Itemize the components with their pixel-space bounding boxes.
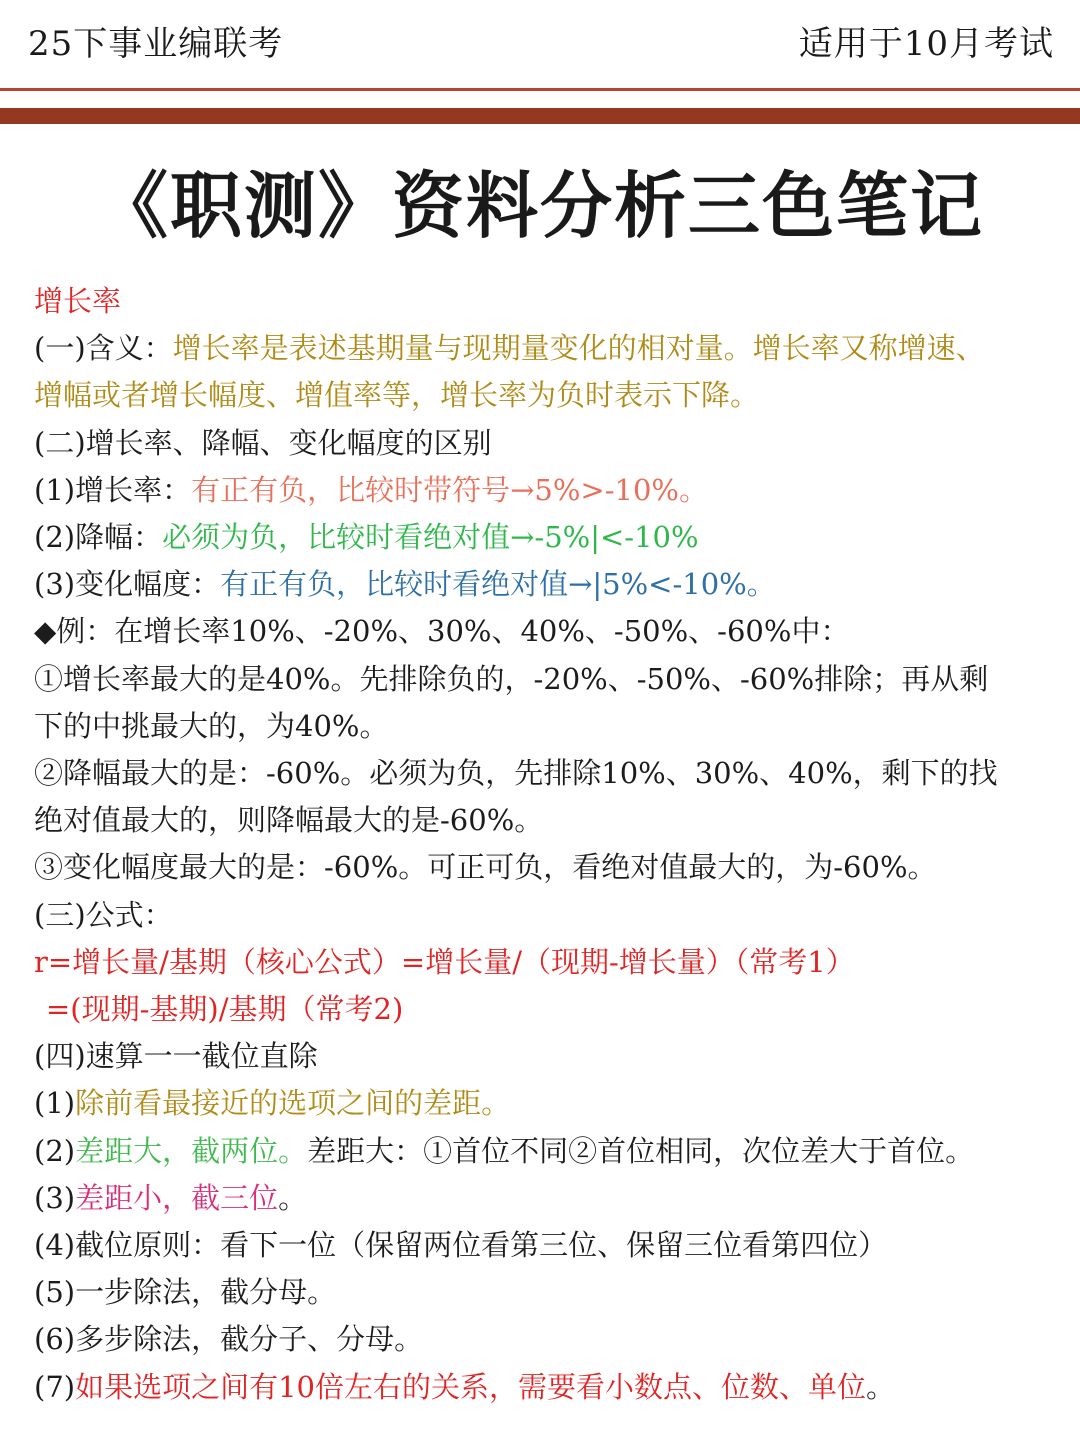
note-line xyxy=(34,325,1054,372)
item-text: 。 xyxy=(866,1369,896,1404)
note-line xyxy=(34,561,1054,608)
subsection-heading-formula: (三)公式： xyxy=(34,897,173,932)
note-line: (5)一步除法，截分母。 xyxy=(34,1275,337,1310)
item-label: (7) xyxy=(34,1369,76,1404)
note-line: (4)截位原则：看下一位（保留两位看第三位、保留三位看第四位） xyxy=(34,1228,888,1263)
example-line: 绝对值最大的，则降幅最大的是-60%。 xyxy=(34,803,544,838)
notes-body xyxy=(34,278,1054,1411)
item-text: 有正有负，比较时带符号→5%>-10%。 xyxy=(191,472,708,507)
note-line xyxy=(34,514,1054,561)
item-label: (1)增长率： xyxy=(34,472,192,507)
item-text: 差距大，截两位。 xyxy=(75,1133,308,1168)
definition-label: (一)含义： xyxy=(34,331,173,366)
note-line xyxy=(34,1175,1054,1222)
example-line: ◆例：在增长率10%、-20%、30%、40%、-50%、-60%中： xyxy=(34,614,850,649)
header-right-label: 适用于10月考试 xyxy=(798,24,1054,64)
subsection-heading-quick-calc: (四)速算一一截位直除 xyxy=(34,1039,318,1074)
definition-text: 增长率是表述基期量与现期量变化的相对量。增长率又称增速、 xyxy=(172,331,985,366)
note-line: (6)多步除法，截分子、分母。 xyxy=(34,1322,424,1357)
example-line: ③变化幅度最大的是：-60%。可正可负，看绝对值最大的，为-60%。 xyxy=(34,850,937,885)
item-label: (2) xyxy=(34,1133,76,1168)
definition-text-cont: 增幅或者增长幅度、增值率等，增长率为负时表示下降。 xyxy=(34,378,760,413)
item-label: (2)降幅： xyxy=(34,520,163,555)
item-text: 差距小，截三位 xyxy=(75,1180,279,1215)
item-text: 有正有负，比较时看绝对值→|5%<-10%。 xyxy=(220,567,776,602)
example-line: ①增长率最大的是40%。先排除负的，-20%、-50%、-60%排除；再从剩 xyxy=(34,661,989,696)
note-line xyxy=(34,1128,1054,1175)
example-line: ②降幅最大的是：-60%。必须为负，先排除10%、30%、40%，剩下的找 xyxy=(34,756,998,791)
formula-line: r=增长量/基期（核心公式）=增长量/（现期-增长量）（常考1） xyxy=(34,944,855,979)
formula-line: =(现期-基期)/基期（常考2) xyxy=(46,992,404,1027)
note-line xyxy=(34,467,1054,514)
item-text: 如果选项之间有10倍左右的关系，需要看小数点、位数、单位 xyxy=(75,1369,866,1404)
subsection-heading-difference: (二)增长率、降幅、变化幅度的区别 xyxy=(34,425,492,460)
page-title: 《职测》资料分析三色笔记 xyxy=(95,163,984,248)
item-text: 差距大：①首位不同②首位相同，次位差大于首位。 xyxy=(307,1133,975,1168)
item-text: 必须为负，比较时看绝对值→-5%|<-10% xyxy=(162,520,699,555)
header-thin-rule xyxy=(0,88,1080,91)
note-line xyxy=(34,1080,1054,1127)
item-label: (3)变化幅度： xyxy=(34,567,221,602)
item-label: (1) xyxy=(34,1086,76,1121)
header-thick-rule xyxy=(0,108,1080,124)
header-left-label: 25下事业编联考 xyxy=(28,24,284,64)
example-line: 下的中挑最大的，为40%。 xyxy=(34,708,389,743)
item-label: (3) xyxy=(34,1180,76,1215)
note-line xyxy=(34,1364,1054,1411)
section-heading-growth-rate: 增长率 xyxy=(34,284,122,318)
item-text: 。 xyxy=(278,1180,308,1215)
item-text: 除前看最接近的选项之间的差距。 xyxy=(75,1086,511,1121)
